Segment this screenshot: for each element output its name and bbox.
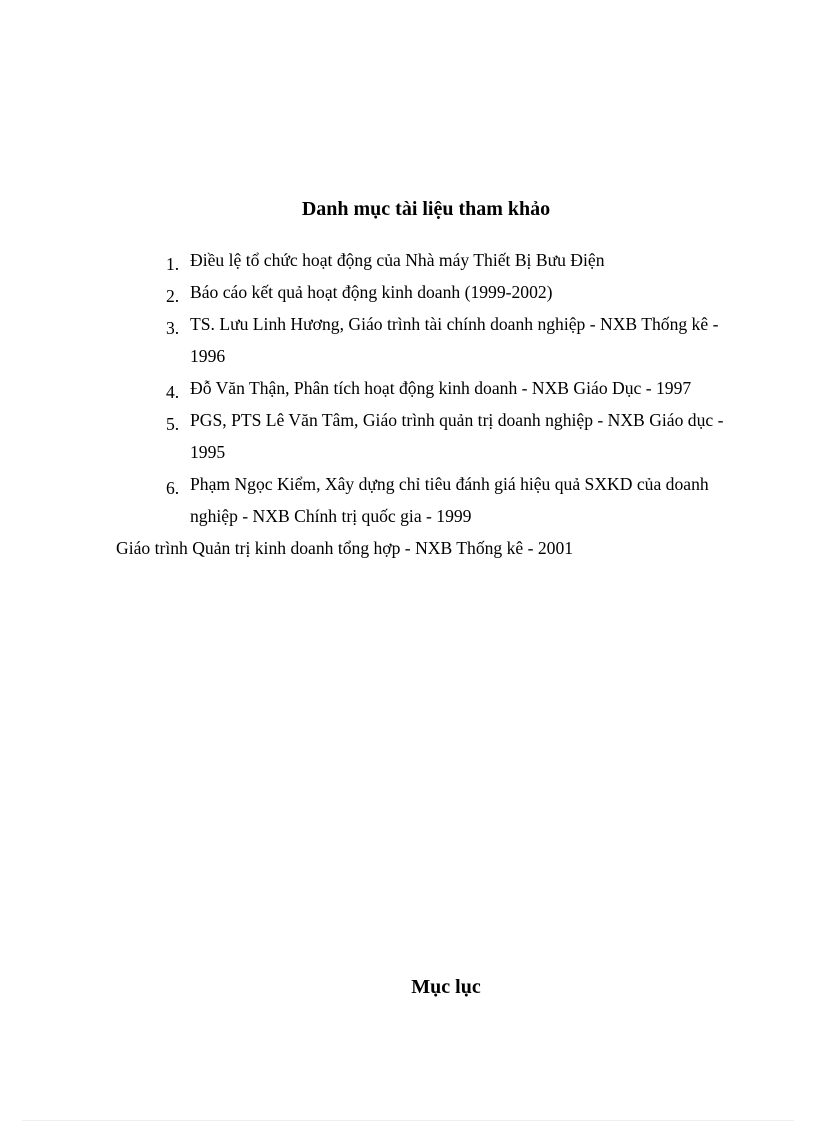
reference-item-2: [160, 276, 740, 308]
reference-item-5: [160, 404, 740, 468]
reference-text: Phạm Ngọc Kiểm, Xây dựng chỉ tiêu đánh giá hiệu quả SXKD của doanh nghiệp - NXB Chính trị quốc gia - 1999: [190, 474, 709, 526]
reference-text: Đỗ Văn Thận, Phân tích hoạt động kinh doanh - NXB Giáo Dục - 1997: [190, 378, 692, 398]
reference-text: PGS, PTS Lê Văn Tâm, Giáo trình quản trị doanh nghiệp - NXB Giáo dục - 1995: [190, 410, 724, 462]
reference-number: 5.: [166, 414, 180, 434]
reference-item-1: [160, 244, 740, 276]
reference-text: Báo cáo kết quả hoạt động kinh doanh (1999-2002): [190, 282, 553, 302]
reference-number: 1.: [166, 254, 180, 274]
reference-item-4: [160, 372, 740, 404]
reference-item-6: [160, 468, 740, 532]
reference-number: 2.: [166, 286, 180, 306]
reference-number: 6.: [166, 478, 180, 498]
references-title: Danh mục tài liệu tham khảo: [301, 198, 551, 220]
toc-title: Mục lục: [411, 976, 481, 998]
reference-number: 4.: [166, 382, 180, 402]
reference-list: [160, 244, 740, 532]
reference-item-3: [160, 308, 740, 372]
reference-text: TS. Lưu Linh Hương, Giáo trình tài chính doanh nghiệp - NXB Thống kê - 1996: [190, 314, 719, 366]
reference-text: Điều lệ tổ chức hoạt động của Nhà máy Thiết Bị Bưu Điện: [190, 250, 605, 270]
extra-reference: Giáo trình Quản trị kinh doanh tổng hợp - NXB Thống kê - 2001: [116, 538, 574, 558]
page-bottom-divider: [22, 1120, 794, 1121]
reference-number: 3.: [166, 318, 180, 338]
